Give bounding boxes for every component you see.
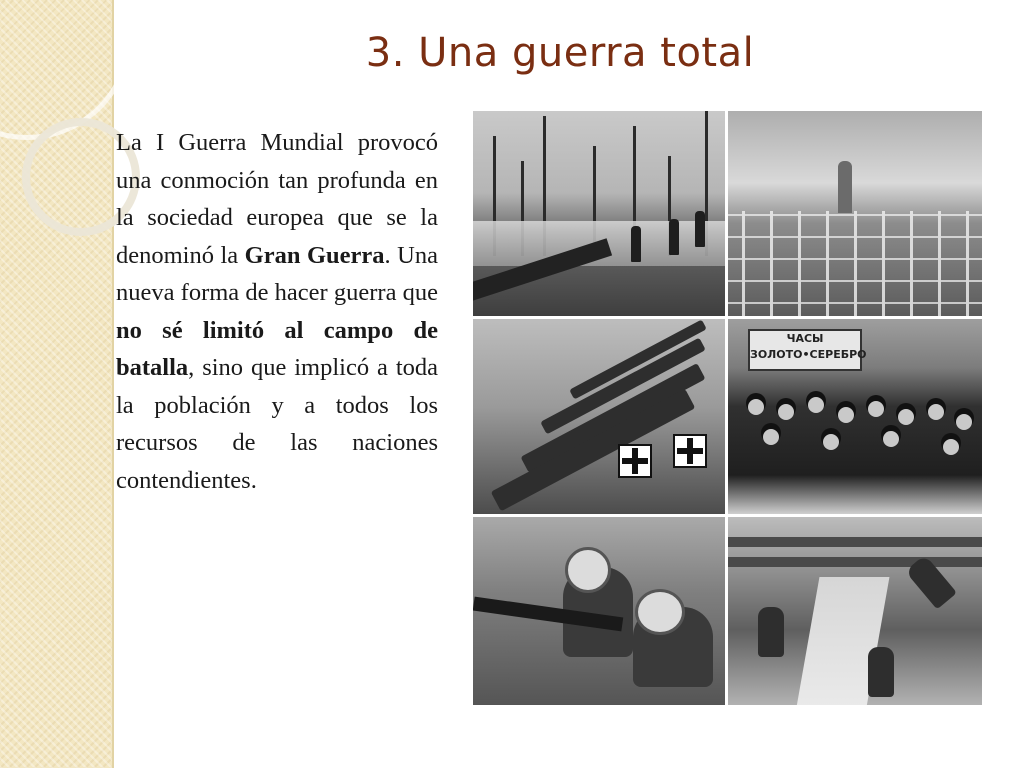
photo-trench <box>728 517 982 705</box>
paragraph-text: La I Guerra Mundial provocó una conmoción tan profunda en la sociedad europea que se la denominó la <box>116 129 438 269</box>
slide-title: 3. Una guerra total <box>365 30 755 76</box>
photo-collage <box>473 111 982 705</box>
photo-cemetery <box>728 111 982 316</box>
photo-battlefield <box>473 111 725 316</box>
decorative-side-strip <box>0 0 114 768</box>
shop-sign: ЧАСЫ ЗОЛОТО•СЕРЕБРО <box>748 329 862 371</box>
body-paragraph <box>116 124 438 499</box>
photo-airplanes <box>473 319 725 514</box>
paragraph-bold-text: Gran Guerra <box>244 241 385 269</box>
photo-machine-gun <box>473 517 725 705</box>
paragraph-text: , sino que implicó a toda la población y a todos los recursos de las naciones contendientes. <box>116 354 438 494</box>
photo-crowd <box>728 319 982 514</box>
paragraph-text: . Una nueva forma de hacer guerra que <box>116 241 438 306</box>
paragraph-bold-text: no sé limitó al campo de batalla <box>116 316 438 381</box>
